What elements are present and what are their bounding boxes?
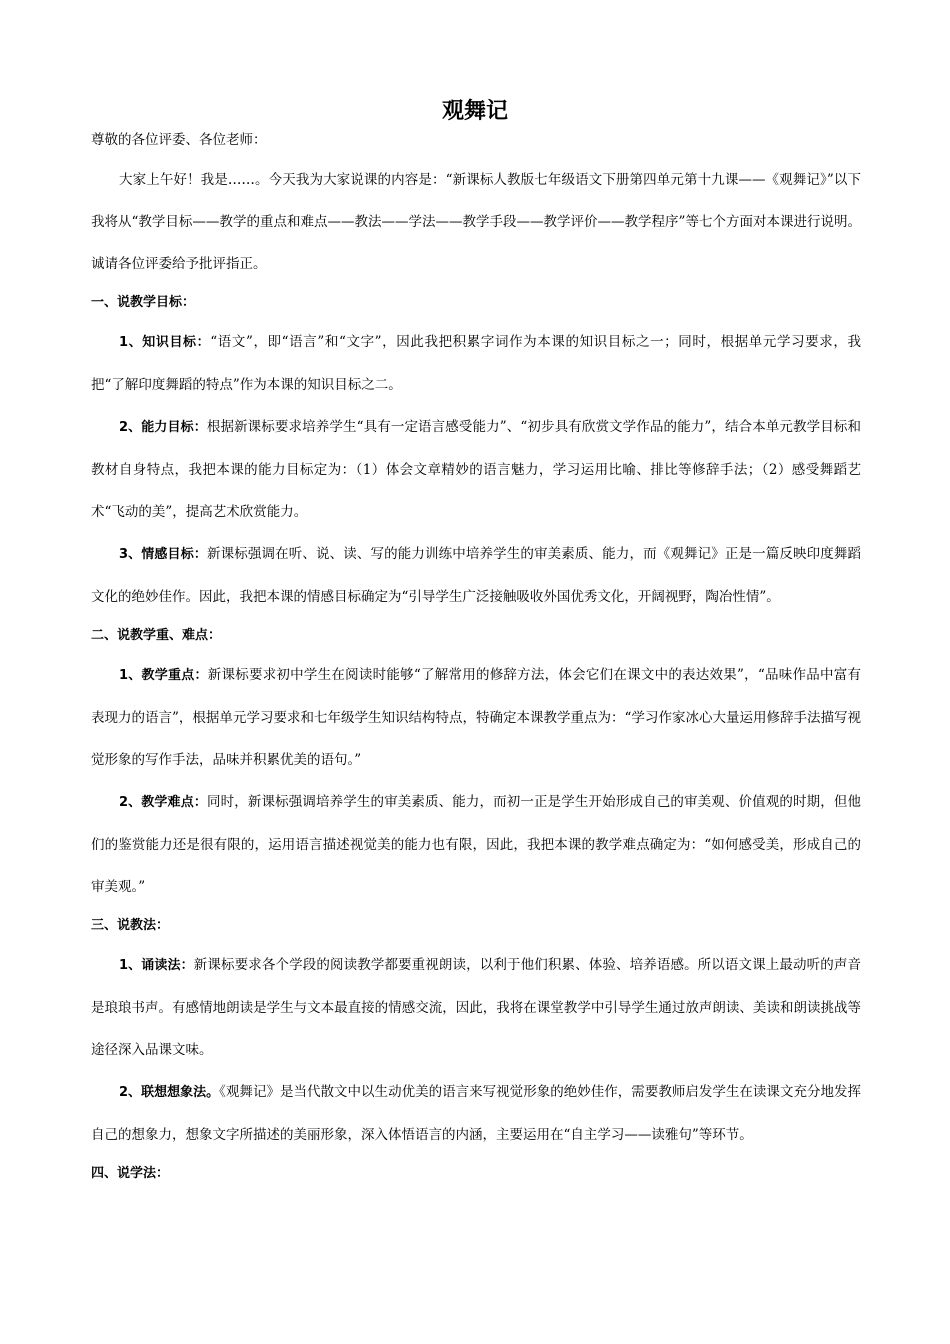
paragraph-knowledge-objective xyxy=(91,321,861,406)
section-heading-teaching-methods: 三、说教法： xyxy=(91,918,170,933)
paragraph-lead: 2、教学难点： xyxy=(119,795,207,810)
section-heading-objectives: 一、说教学目标： xyxy=(91,295,196,310)
paragraph-text: 新课标要求各个学段的阅读教学都要重视朗读，以利于他们积累、体验、培养语感。所以语文课上最动听的声音是琅琅书声。有感情地朗读是学生与文本最直接的情感交流，因此，我将在课堂教学中引导学生通过放声朗读、美读和朗读挑战等途径深入品课文味。 xyxy=(91,957,862,1058)
paragraph-ability-objective xyxy=(91,406,861,533)
paragraph-text: 根据新课标要求培养学生“具有一定语言感受能力”、“初步具有欣赏文学作品的能力”，结合本单元教学目标和教材自身特点，我把本课的能力目标定为：（1）体会文章精妙的语言魅力，学习运用比喻、排比等修辞手法；（2）感受舞蹈艺术“飞动的美”，提高艺术欣赏能力。 xyxy=(91,419,861,520)
paragraph-lead: 1、教学重点： xyxy=(119,668,208,683)
paragraph-lead: 1、知识目标： xyxy=(119,335,211,350)
intro-paragraph: 大家上午好！我是……。今天我为大家说课的内容是：“新课标人教版七年级语文下册第四单元第十九课——《观舞记》”以下我将从“教学目标——教学的重点和难点——教法——学法——教学手段——教学评价——教学程序”等七个方面对本课进行说明。诚请各位评委给予批评指正。 xyxy=(91,172,861,272)
paragraph-text: 新课标要求初中学生在阅读时能够“了解常用的修辞方法，体会它们在课文中的表达效果”，“品味作品中富有表现力的语言”，根据单元学习要求和七年级学生知识结构特点，特确定本课教学重点为：“学习作家冰心大量运用修辞手法描写视觉形象的写作手法，品味并积累优美的语句。” xyxy=(91,667,861,768)
paragraph-text: 同时，新课标强调培养学生的审美素质、能力，而初一正是学生开始形成自己的审美观、价值观的时期，但他们的鉴赏能力还是很有限的，运用语言描述视觉美的能力也有限，因此，我把本课的教学难点确定为：“如何感受美，形成自己的审美观。” xyxy=(91,794,862,895)
salutation: 尊敬的各位评委、各位老师： xyxy=(91,132,267,148)
section-heading-key-points: 二、说教学重、难点： xyxy=(91,628,222,643)
paragraph-imagination-method xyxy=(91,1071,861,1156)
paragraph-lead: 1、诵读法： xyxy=(119,958,194,973)
paragraph-lead: 3、情感目标： xyxy=(119,547,207,562)
paragraph-difficult-point xyxy=(91,781,861,908)
paragraph-key-point xyxy=(91,654,861,781)
paragraph-emotion-objective xyxy=(91,533,861,618)
paragraph-text: 新课标强调在听、说、读、写的能力训练中培养学生的审美素质、能力，而《观舞记》正是一篇反映印度舞蹈文化的绝妙佳作。因此，我把本课的情感目标确定为“引导学生广泛接触吸收外国优秀文化，开阔视野，陶冶性情”。 xyxy=(91,546,862,605)
paragraph-text: 《观舞记》是当代散文中以生动优美的语言来写视觉形象的绝妙佳作，需要教师启发学生在读课文充分地发挥自己的想象力，想象文字所描述的美丽形象，深入体悟语言的内涵，主要运用在“自主学习——读雅句”等环节。 xyxy=(91,1084,862,1143)
paragraph-lead: 2、联想想象法。 xyxy=(119,1085,220,1100)
section-heading-learning-methods: 四、说学法： xyxy=(91,1166,170,1181)
paragraph-recitation-method xyxy=(91,944,861,1071)
paragraph-lead: 2、能力目标： xyxy=(119,420,207,435)
document-title: 观舞记 xyxy=(441,99,508,124)
paragraph-text: “语文”，即“语言”和“文字”，因此我把积累字词作为本课的知识目标之一；同时，根据单元学习要求，我把“了解印度舞蹈的特点”作为本课的知识目标之二。 xyxy=(91,334,861,393)
document-body xyxy=(91,128,861,1192)
